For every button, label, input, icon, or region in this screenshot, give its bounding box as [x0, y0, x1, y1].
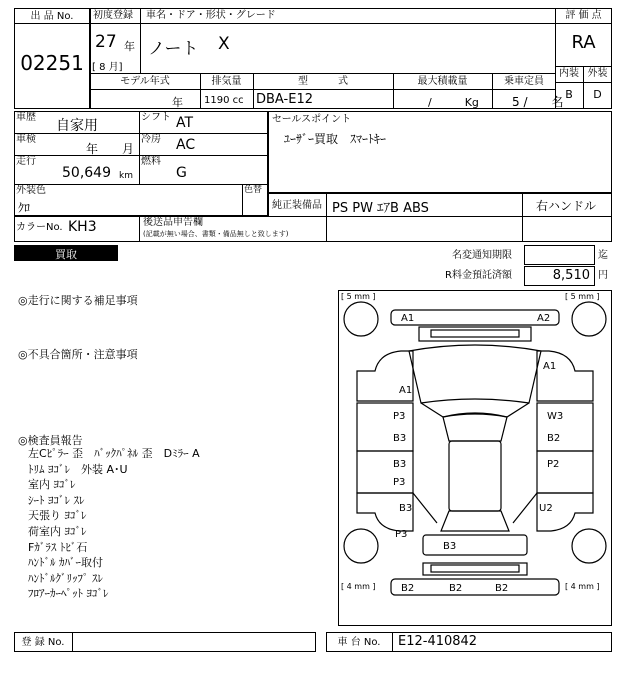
car-name-label: 車名・ドア・形状・グレード	[146, 10, 276, 21]
history-label: 車歴	[16, 112, 36, 123]
report-line: ﾊﾝﾄﾞﾙ ｶﾊﾞｰ取付	[28, 556, 103, 570]
vehicle-history: 自家用	[56, 118, 98, 134]
tire-front-left-depth: [ 5 mm ]	[341, 292, 376, 301]
displacement: 1190 cc	[204, 95, 244, 106]
year-unit: 年	[124, 40, 135, 53]
chassis-number: E12-410842	[398, 634, 478, 649]
inspector-report	[28, 446, 328, 602]
mark-rear-bumper-right: B2	[495, 583, 509, 594]
passenger-capacity: 5 / 名	[512, 95, 564, 109]
model-type: DBA-E12	[256, 92, 313, 107]
right-rear-door	[537, 451, 593, 493]
mark-left-front-door-lower: B3	[393, 433, 407, 444]
inspection-date: 年 月	[86, 142, 135, 156]
report-line: 荷室内 ﾖｺﾞﾚ	[28, 524, 87, 538]
right-front-fender	[537, 351, 593, 401]
report-line: ﾊﾝﾄﾞﾙｸﾞﾘｯﾌﾟ ｽﾚ	[28, 571, 103, 585]
mileage: 50,649	[62, 165, 111, 181]
interior-grade: B	[565, 88, 573, 101]
right-front-door	[537, 403, 593, 451]
color-number-label: カラーNo.	[16, 222, 63, 233]
report-line: 左Cﾋﾟﾗｰ 歪 ﾊﾞｯｸﾊﾟﾈﾙ 歪 Dﾐﾗｰ A	[28, 447, 200, 460]
report-line: 室内 ﾖｺﾞﾚ	[28, 478, 76, 492]
mark-right-front-fender: A1	[543, 361, 557, 372]
air-conditioning: AC	[176, 137, 196, 153]
hood	[409, 345, 541, 403]
roof	[449, 441, 501, 511]
exterior-color: ｸﾛ	[18, 201, 31, 215]
interior-label: 内装	[559, 68, 579, 79]
lot-number-box	[14, 8, 90, 109]
mileage-unit: km	[119, 171, 133, 181]
report-line: ﾌﾛｱｰｶｰﾍﾟｯﾄ ﾖｺﾞﾚ	[28, 587, 109, 601]
name-change-unit: 迄	[598, 250, 608, 261]
first-registration-label: 初度登録	[93, 10, 133, 21]
recycle-fee-unit: 円	[598, 270, 608, 281]
tire-front-left	[344, 302, 378, 336]
lot-number: 02251	[20, 51, 84, 75]
purchase-tag-text: 買取	[55, 248, 77, 261]
max-load-label: 最大積載量	[417, 76, 468, 87]
color-change-label: 色替	[244, 185, 263, 195]
report-line: ﾄﾘﾑ ﾖｺﾞﾚ 外装 A･U	[28, 462, 128, 476]
tire-front-right-depth: [ 5 mm ]	[565, 292, 600, 301]
purchase-tag	[14, 245, 118, 261]
exterior-grade: D	[593, 88, 602, 101]
mark-rear-bumper-left: B2	[401, 583, 415, 594]
fuel-label: 燃料	[141, 156, 161, 167]
color-number: KH3	[68, 219, 97, 235]
mark-rear-bumper-center: B2	[449, 583, 463, 594]
capacity-label: 乗車定員	[504, 76, 544, 87]
recycle-fee-label: R料金預託済額	[445, 270, 512, 281]
mark-left-quarter-lower: P3	[395, 529, 408, 540]
inspection-label: 車検	[16, 134, 36, 145]
name-change-deadline	[524, 245, 595, 265]
tire-rear-left	[344, 529, 378, 563]
tire-rear-left-depth: [ 4 mm ]	[341, 582, 376, 591]
rating-label: 評 価 点	[565, 10, 602, 21]
mark-left-front-door-upper: P3	[393, 411, 406, 422]
tire-rear-right-depth: [ 4 mm ]	[565, 582, 600, 591]
report-line: ｼｰﾄ ﾖｺﾞﾚ ｽﾚ	[28, 493, 85, 507]
equipment: PS PW ｴｱB ABS	[332, 201, 429, 216]
mark-left-front-fender: A1	[399, 385, 413, 396]
chassis-number-label: 車 台 No.	[337, 637, 381, 648]
report-line: 天張り ﾖｺﾞﾚ	[28, 509, 87, 523]
shift-label: シフト	[141, 112, 171, 123]
sales-point: ﾕｰｻﾞｰ買取 ｽﾏｰﾄｷｰ	[284, 132, 387, 146]
windshield	[443, 413, 507, 441]
ac-label: 冷房	[141, 134, 161, 145]
mark-right-front-door-lower: B2	[547, 433, 561, 444]
mark-left-quarter-upper: B3	[399, 503, 413, 514]
lot-number-label: 出 品 No.	[15, 9, 89, 24]
equipment-label: 純正装備品	[272, 200, 322, 211]
rear-window	[441, 511, 509, 531]
aftermarket-note: (記載が無い場合、書類・備品無しと致します)	[143, 230, 289, 238]
mark-front-bumper-right: A2	[537, 313, 551, 324]
max-load: / Kg	[428, 96, 479, 109]
supplement-heading: ◎走行に関する補足事項	[18, 294, 138, 307]
front-grille	[419, 327, 531, 341]
back-door	[423, 535, 527, 555]
shift: AT	[176, 115, 194, 131]
steering-side: 右ハンドル	[536, 199, 597, 213]
rear-bumper	[391, 579, 559, 595]
front-bumper	[391, 310, 559, 325]
mileage-label: 走行	[16, 156, 36, 167]
mark-right-quarter: U2	[539, 503, 553, 514]
model-year-label: モデル年式	[120, 76, 170, 87]
first-registration-month: [ 8 月]	[92, 62, 123, 73]
name-change-label: 名変通知期限	[452, 250, 512, 261]
registration-number-label: 登 録 No.	[21, 637, 65, 648]
exterior-label: 外装	[587, 68, 608, 79]
mark-back-door: B3	[443, 541, 457, 552]
mark-left-rear-door-upper: B3	[393, 459, 407, 470]
sales-point-label: セールスポイント	[272, 114, 352, 125]
tire-front-right	[572, 302, 606, 336]
exterior-color-label: 外装色	[16, 185, 46, 196]
model-year-unit: 年	[172, 96, 183, 109]
recycle-fee: 8,510	[552, 268, 590, 283]
color-box	[14, 184, 268, 216]
aftermarket-label: 後送品申告欄	[143, 217, 203, 228]
type-label: 型 式	[298, 76, 348, 87]
overall-rating: RA	[571, 32, 596, 53]
mark-right-front-door-upper: W3	[547, 411, 564, 422]
report-line: Fｶﾞﾗｽ ﾄﾋﾞ石	[28, 540, 88, 554]
displacement-label: 排気量	[211, 76, 242, 87]
car-grade: X	[218, 34, 230, 54]
fuel: G	[176, 165, 187, 181]
car-name: ノート	[148, 39, 199, 59]
damage-diagram	[338, 290, 612, 626]
inspector-heading: ◎検査員報告	[18, 434, 83, 447]
mark-left-rear-door-lower: P3	[393, 477, 406, 488]
defects-heading: ◎不具合箇所・注意事項	[18, 348, 138, 361]
tire-rear-right	[572, 529, 606, 563]
mark-front-bumper-left: A1	[401, 313, 415, 324]
mark-right-rear-door: P2	[547, 459, 560, 470]
first-registration-year: 27	[95, 32, 117, 52]
